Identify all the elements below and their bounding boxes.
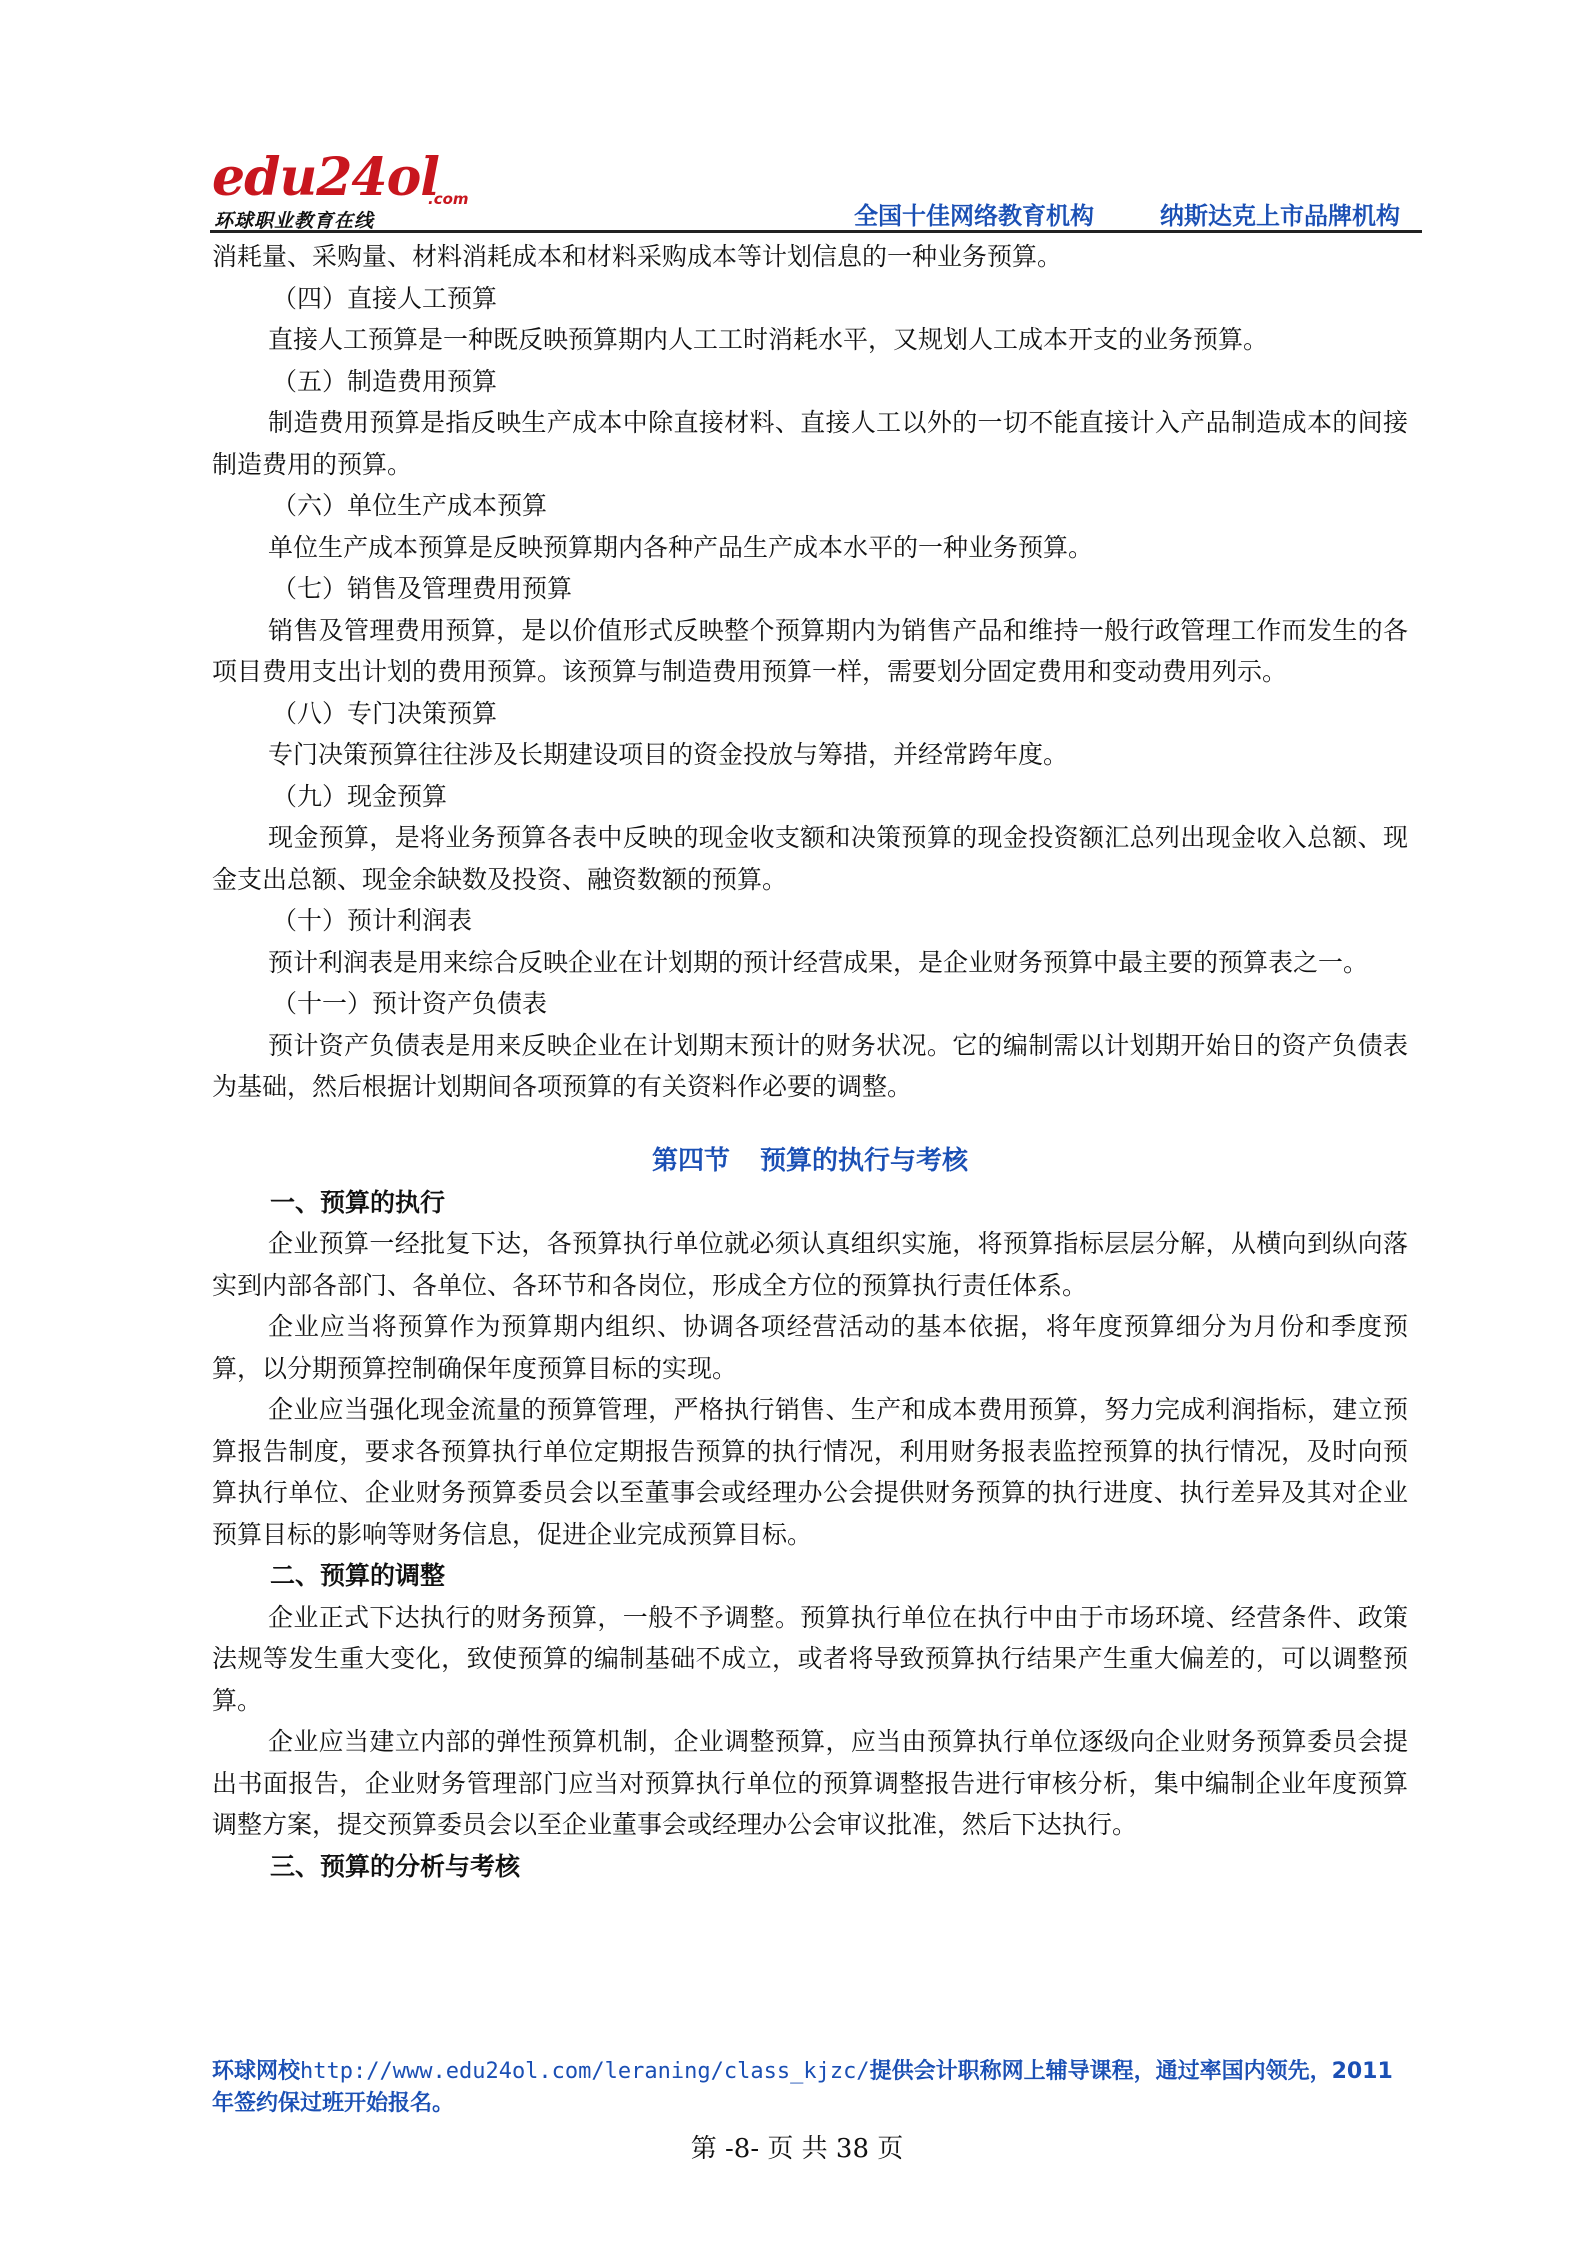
paragraph-continuation: 消耗量、采购量、材料消耗成本和材料采购成本等计划信息的一种业务预算。 [212, 242, 1063, 271]
paragraph-special-decision: 专门决策预算往往涉及长期建设项目的资金投放与筹措，并经常跨年度。 [268, 740, 1069, 769]
paragraph-adjustment-1: 企业正式下达执行的财务预算，一般不予调整。预算执行单位在执行中由于市场环境、经营条件、政策法规等发生重大变化，致使预算的编制基础不成立，或者将导致预算执行结果产生重大偏差的，可以调整预算。 [212, 1602, 1408, 1715]
subheading-sales-admin: （七）销售及管理费用预算 [272, 574, 573, 603]
paragraph-overhead: 制造费用预算是指反映生产成本中除直接材料、直接人工以外的一切不能直接计入产品制造成本的间接制造费用的预算。 [212, 408, 1408, 479]
section-title [212, 1141, 1408, 1182]
logo-domain: .com [428, 190, 469, 208]
slogan-nasdaq: 纳斯达克上市品牌机构 [1160, 202, 1400, 230]
page-number: 第 -8- 页 共 38 页 [690, 2134, 904, 2164]
page-footer-ad [212, 2056, 1408, 2120]
subheading-balance-sheet: （十一）预计资产负债表 [272, 989, 548, 1018]
paragraph-balance-sheet: 预计资产负债表是用来反映企业在计划期末预计的财务状况。它的编制需以计划期开始日的资产负债表为基础，然后根据计划期间各项预算的有关资料作必要的调整。 [212, 1030, 1408, 1101]
footer-link[interactable]: http://www.edu24ol.com/leraning/class_kjzc/ [300, 2059, 870, 2084]
logo-subtitle: 环球职业教育在线 [214, 210, 375, 232]
subheading-special-decision: （八）专门决策预算 [272, 698, 498, 728]
logo-wordmark: edu24ol [212, 147, 440, 208]
paragraph-execution-3: 企业应当强化现金流量的预算管理，严格执行销售、生产和成本费用预算，努力完成利润指标，建立预算报告制度，要求各预算执行单位定期报告预算的执行情况，利用财务报表监控预算的执行情况，及时向预算执行单位、企业财务预算委员会以至董事会或经理办公会提供财务预算的执行进度、执行差异及其对企业预算目标的影响等财务信息，促进企业完成预算目标。 [212, 1395, 1408, 1549]
header-divider [210, 230, 1422, 233]
heading-execution: 一、预算的执行 [270, 1187, 446, 1217]
heading-analysis: 三、预算的分析与考核 [270, 1851, 521, 1881]
paragraph-sales-admin: 销售及管理费用预算，是以价值形式反映整个预算期内为销售产品和维持一般行政管理工作而发生的各项目费用支出计划的费用预算。该预算与制造费用预算一样，需要划分固定费用和变动费用列示。 [212, 615, 1408, 686]
header-slogans [788, 196, 1400, 231]
page-header [210, 147, 1420, 236]
heading-adjustment: 二、预算的调整 [270, 1561, 446, 1590]
subheading-direct-labor: （四）直接人工预算 [272, 283, 498, 313]
paragraph-adjustment-2: 企业应当建立内部的弹性预算机制，企业调整预算，应当由预算执行单位逐级向企业财务预算委员会提出书面报告，企业财务管理部门应当对预算执行单位的预算调整报告进行审核分析，集中编制企业年度预算调整方案，提交预算委员会以至企业董事会或经理办公会审议批准，然后下达执行。 [212, 1727, 1408, 1839]
subheading-cash: （九）现金预算 [272, 781, 448, 811]
document-body [212, 236, 1408, 1887]
paragraph-cash: 现金预算，是将业务预算各表中反映的现金收支额和决策预算的现金投资额汇总列出现金收入总额、现金支出总额、现金余缺数及投资、融资数额的预算。 [212, 823, 1408, 894]
paragraph-unit-cost: 单位生产成本预算是反映预算期内各种产品生产成本水平的一种业务预算。 [268, 532, 1094, 562]
subheading-unit-cost: （六）单位生产成本预算 [272, 491, 548, 520]
subheading-income-statement: （十）预计利润表 [272, 906, 473, 935]
section-number: 第四节 [651, 1145, 730, 1176]
footer-text: 提供会计职称网上辅导课程，通过率国内领先，2011年签约保过班开始报名。 [212, 2059, 1393, 2116]
paragraph-execution-2: 企业应当将预算作为预算期内组织、协调各项经营活动的基本依据，将年度预算细分为月份和季度预算，以分期预算控制确保年度预算目标的实现。 [212, 1312, 1408, 1383]
slogan-top-ten: 全国十佳网络教育机构 [854, 202, 1094, 230]
section-name: 预算的执行与考核 [760, 1145, 969, 1176]
edu24ol-logo [210, 147, 510, 236]
paragraph-income-statement: 预计利润表是用来综合反映企业在计划期的预计经营成果，是企业财务预算中最主要的预算表之一。 [268, 947, 1369, 977]
footer-prefix: 环球网校 [212, 2059, 301, 2084]
paragraph-execution-1: 企业预算一经批复下达，各预算执行单位就必须认真组织实施，将预算指标层层分解，从横向到纵向落实到内部各部门、各单位、各环节和各岗位，形成全方位的预算执行责任体系。 [212, 1229, 1408, 1300]
paragraph-direct-labor: 直接人工预算是一种既反映预算期内人工工时消耗水平，又规划人工成本开支的业务预算。 [268, 325, 1269, 354]
subheading-overhead: （五）制造费用预算 [272, 366, 498, 396]
